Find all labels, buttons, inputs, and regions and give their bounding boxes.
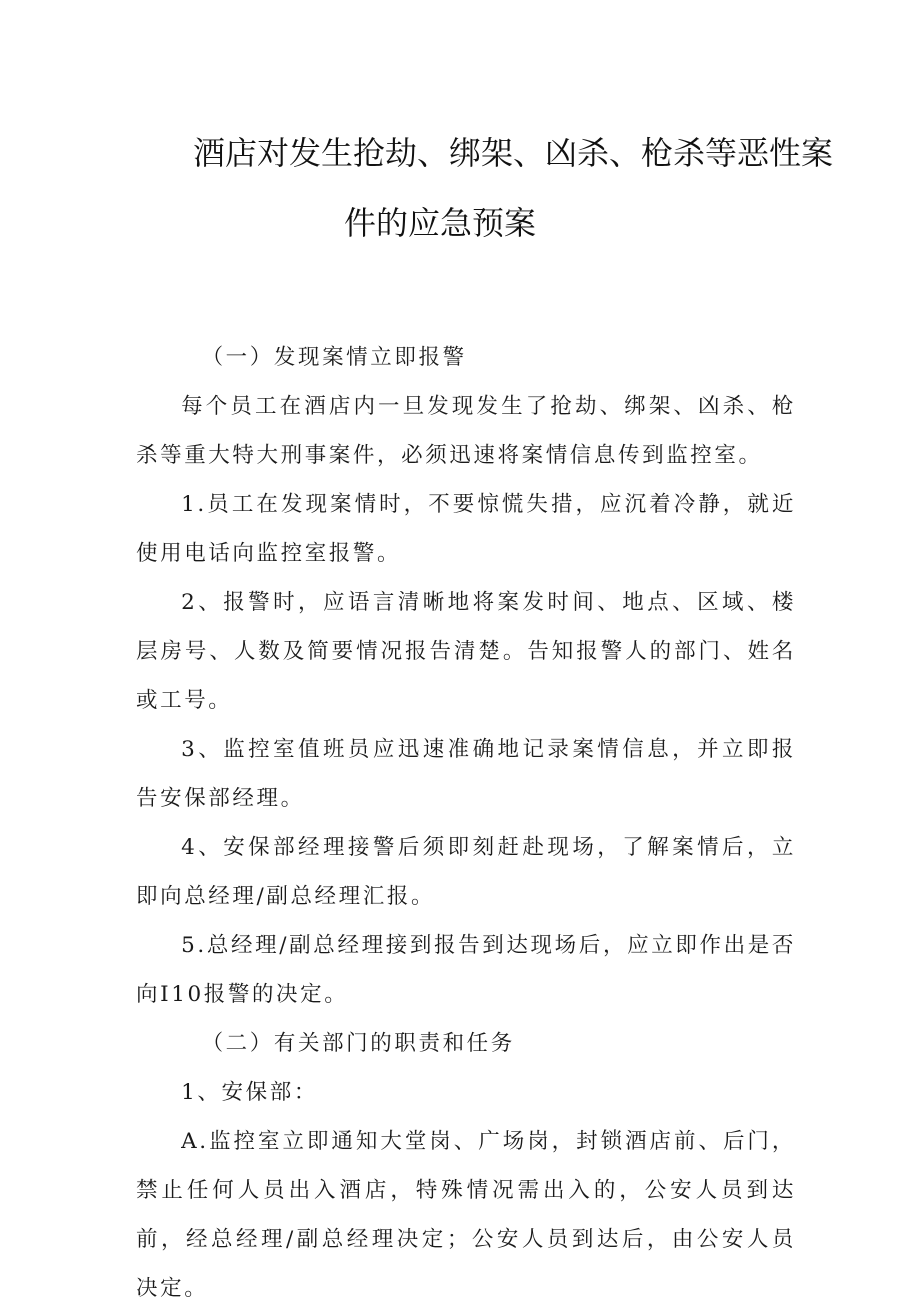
- section-1-item-1: 1.员工在发现案情时，不要惊慌失措，应沉着冷静，就近使用电话向监控室报警。: [136, 492, 796, 566]
- section-1-item-4: 4、安保部经理接警后须即刻赶赴现场，了解案情后，立即向总经理/副总经理汇报。: [136, 835, 796, 909]
- section-2-item-a: A.监控室立即通知大堂岗、广场岗，封锁酒店前、后门，禁止任何人员出入酒店，特殊情况需出入的，公安人员到达前，经总经理/副总经理决定；公安人员到达后，由公安人员决定。: [136, 1129, 796, 1301]
- document-body: [136, 333, 796, 1313]
- section-2-subheading-security: 1、安保部：: [181, 1080, 318, 1105]
- document-title-line-1: 酒店对发生抢劫、绑架、凶杀、枪杀等恶性案: [193, 134, 834, 172]
- section-2-heading: （二）有关部门的职责和任务: [201, 1031, 515, 1056]
- document-title-line-2: 件的应急预案: [344, 204, 537, 242]
- section-1-intro: 每个员工在酒店内一旦发现发生了抢劫、绑架、凶杀、枪杀等重大特大刑事案件，必须迅速将案情信息传到监控室。: [136, 394, 796, 468]
- section-1-item-5: 5.总经理/副总经理接到报告到达现场后，应立即作出是否向I10报警的决定。: [136, 933, 796, 1007]
- section-1-heading: （一）发现案情立即报警: [201, 345, 467, 370]
- section-1-item-2: 2、报警时，应语言清晰地将案发时间、地点、区域、楼层房号、人数及简要情况报告清楚。告知报警人的部门、姓名或工号。: [136, 590, 796, 713]
- section-1-item-3: 3、监控室值班员应迅速准确地记录案情信息，并立即报告安保部经理。: [136, 737, 796, 811]
